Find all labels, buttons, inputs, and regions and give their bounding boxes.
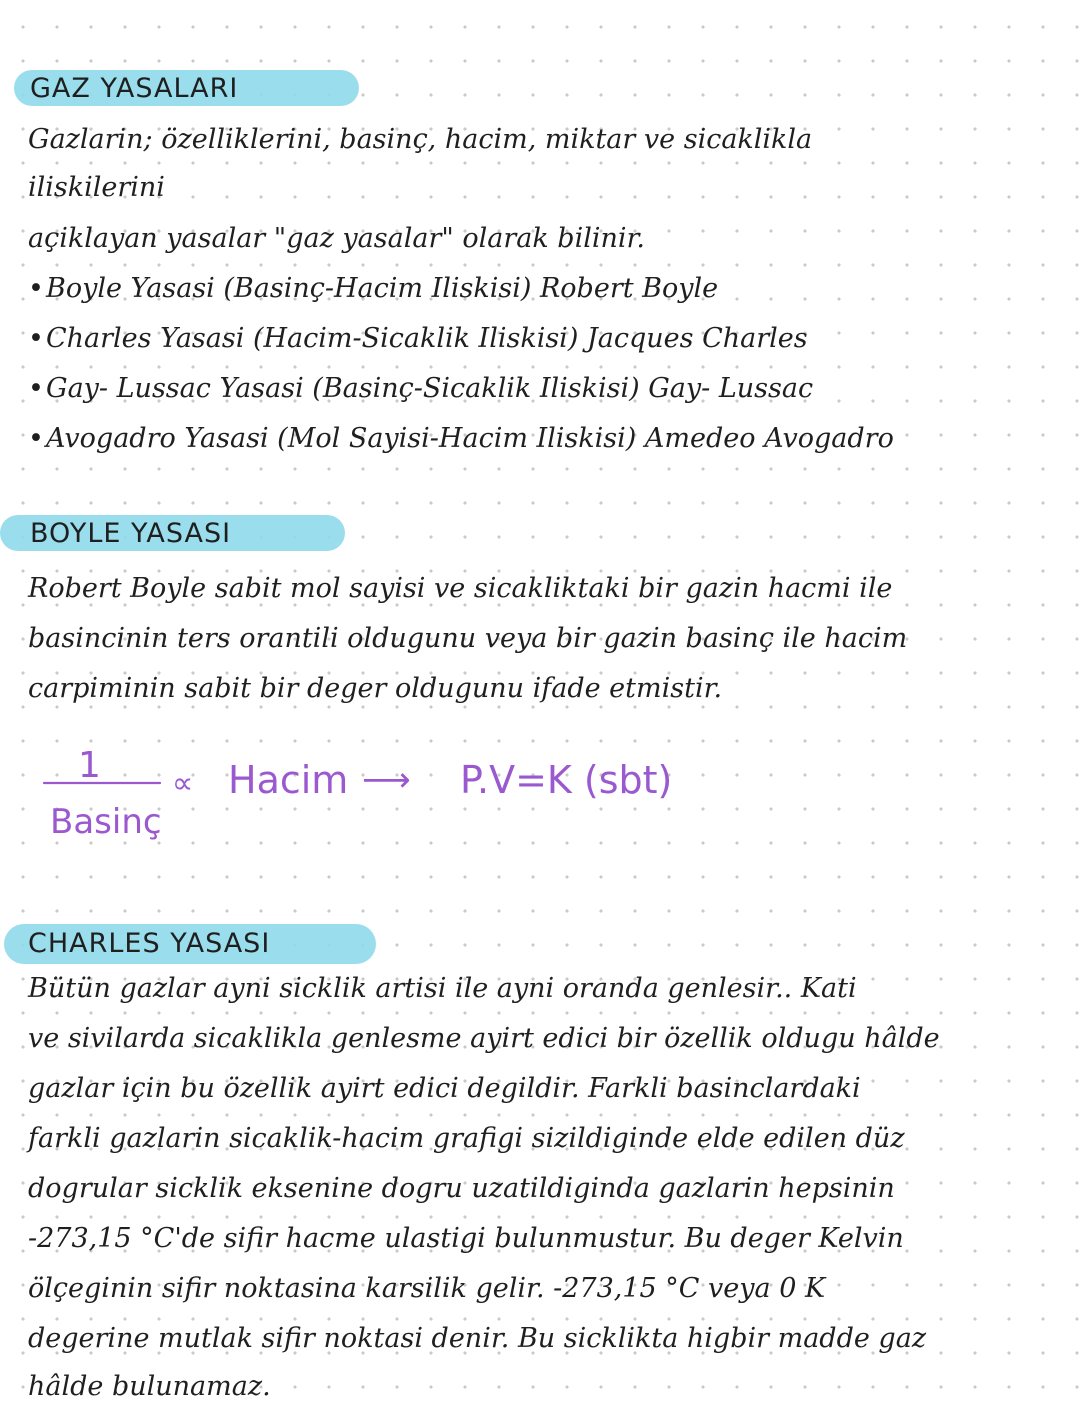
boyle-line-1: Robert Boyle sabit mol sayisi ve sicakliktaki bir gazin hacmi ile	[28, 573, 893, 604]
charles-line-6: -273,15 °C'de sifir hacme ulastigi bulunmustur. Bu deger Kelvin	[28, 1223, 904, 1254]
boyle-formula	[40, 735, 740, 845]
bullet-dot-icon: •	[28, 273, 44, 304]
gaz-yasalari-heading	[14, 70, 359, 114]
charles-line-4: farkli gazlarin sicaklik-hacim grafigi sizildiginde elde edilen düz	[28, 1123, 905, 1154]
boyle-line-3: carpiminin sabit bir deger oldugunu ifade etmistir.	[28, 673, 723, 704]
bullet-text: Boyle Yasasi (Basinç-Hacim Iliskisi) Robert Boyle	[46, 273, 719, 304]
intro-line-1: Gazlarin; özelliklerini, basinç, hacim, miktar ve sicaklikla	[28, 124, 813, 155]
bullet-boyle	[28, 264, 718, 314]
intro-line-3: açiklayan yasalar "gaz yasalar" olarak bilinir.	[28, 223, 646, 254]
section-title: BOYLE YASASI	[30, 518, 232, 549]
formula-hacim: Hacim	[228, 758, 349, 802]
charles-line-2: ve sivilarda sicaklikla genlesme ayirt edici bir özellik oldugu hâlde	[28, 1023, 940, 1054]
charles-line-9: hâlde bulunamaz.	[28, 1371, 271, 1402]
formula-result: P.V=K (sbt)	[460, 758, 673, 802]
charles-line-3: gazlar için bu özellik ayirt edici degildir. Farkli basinclardaki	[28, 1073, 861, 1104]
boyle-yasasi-heading	[0, 515, 345, 559]
bullet-dot-icon: •	[28, 323, 44, 354]
arrow-icon: ⟶	[362, 760, 411, 800]
bullet-gay-lussac	[28, 364, 813, 414]
charles-line-8: degerine mutlak sifir noktasi denir. Bu sicklikta higbir madde gaz	[28, 1323, 927, 1354]
charles-line-5: dogrular sicklik eksenine dogru uzatildiginda gazlarin hepsinin	[28, 1173, 895, 1204]
charles-yasasi-heading	[4, 924, 376, 968]
bullet-text: Charles Yasasi (Hacim-Sicaklik Iliskisi) Jacques Charles	[46, 323, 808, 354]
bullet-dot-icon: •	[28, 373, 44, 404]
section-title: GAZ YASALARI	[30, 73, 239, 104]
formula-denominator: Basinç	[50, 802, 162, 842]
section-title: CHARLES YASASI	[28, 928, 271, 959]
charles-line-1: Bütün gazlar ayni sicklik artisi ile ayni oranda genlesir.. Kati	[28, 973, 857, 1004]
bullet-avogadro	[28, 414, 894, 464]
formula-numerator: 1	[78, 745, 101, 786]
bullet-charles	[28, 314, 808, 364]
intro-line-2: iliskilerini	[28, 172, 165, 203]
bullet-text: Gay- Lussac Yasasi (Basinç-Sicaklik Iliskisi) Gay- Lussac	[46, 373, 814, 404]
bullet-dot-icon: •	[28, 423, 44, 454]
charles-line-7: ölçeginin sifir noktasina karsilik gelir. -273,15 °C veya 0 K	[28, 1273, 826, 1304]
bullet-text: Avogadro Yasasi (Mol Sayisi-Hacim Iliskisi) Amedeo Avogadro	[46, 423, 894, 454]
proportional-icon: ∝	[172, 766, 194, 801]
boyle-line-2: basincinin ters orantili oldugunu veya bir gazin basinç ile hacim	[28, 623, 908, 654]
